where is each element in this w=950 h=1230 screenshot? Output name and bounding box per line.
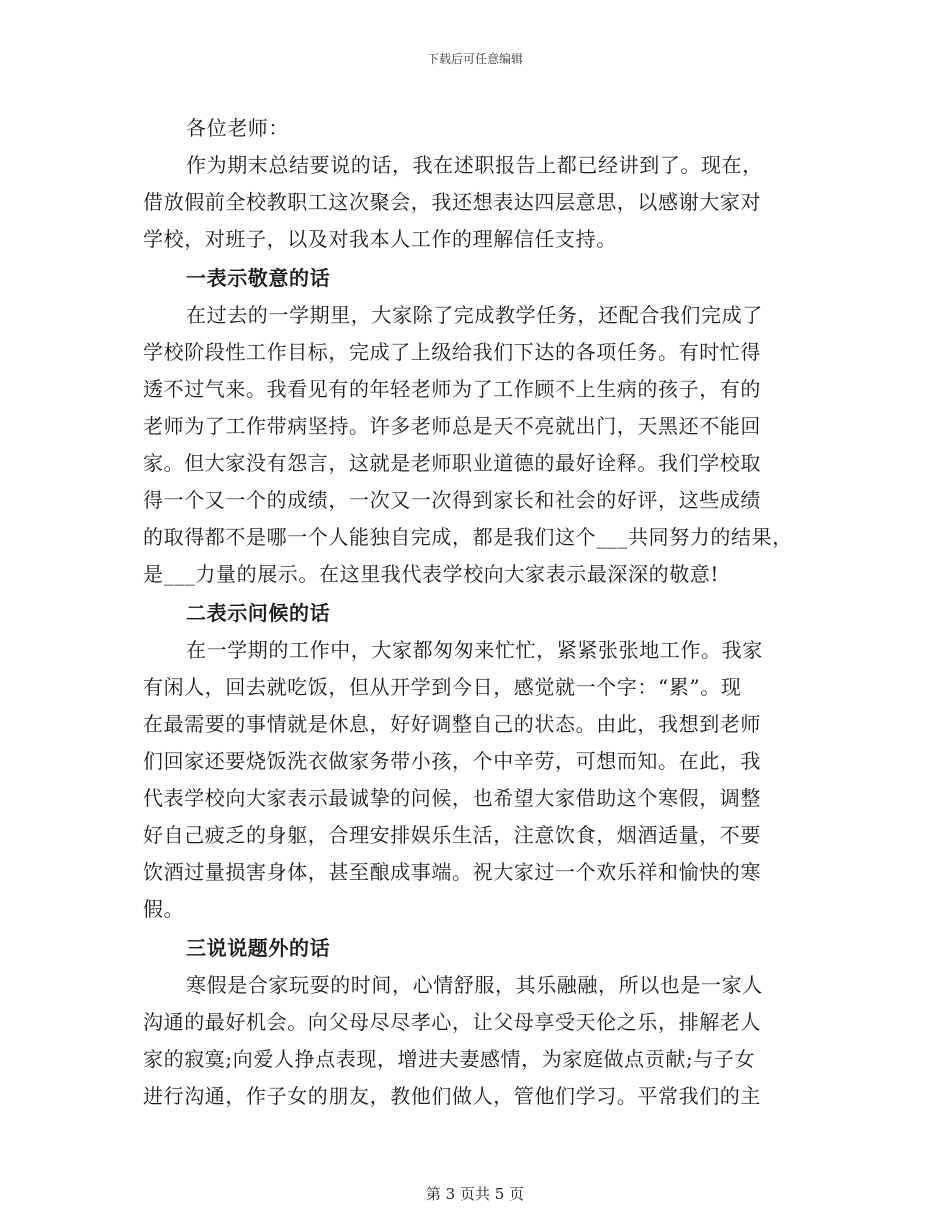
section-heading-2: 二表示问候的话	[186, 601, 331, 625]
paragraph-line: 家。但大家没有怨言，这就是老师职业道德的最好诠释。我们学校取	[143, 451, 761, 475]
paragraph-line: 得一个又一个的成绩，一次又一次得到家长和社会的好评，这些成绩	[143, 488, 761, 512]
paragraph-line: 是___力量的展示。在这里我代表学校向大家表示最深深的敬意!	[143, 562, 720, 586]
paragraph-line: 透不过气来。我看见有的年轻老师为了工作顾不上生病的孩子，有的	[143, 377, 761, 401]
paragraph-line: 沟通的最好机会。向父母尽尽孝心，让父母享受天伦之乐，排解老人	[143, 1010, 761, 1034]
paragraph-line: 在最需要的事情就是休息，好好调整自己的状态。由此，我想到老师	[143, 712, 761, 736]
paragraph-line: 老师为了工作带病坚持。许多老师总是天不亮就出门，天黑还不能回	[143, 414, 761, 438]
paragraph-line: 好自己疲乏的身躯，合理安排娱乐生活，注意饮食，烟酒适量，不要	[143, 823, 761, 847]
document-body	[143, 110, 803, 1115]
paragraph-line: 们回家还要烧饭洗衣做家务带小孩，个中辛劳，可想而知。在此，我	[143, 749, 761, 773]
paragraph-line: 有闲人，回去就吃饭，但从开学到今日，感觉就一个字：“累”。现	[143, 675, 742, 699]
paragraph-line: 进行沟通，作子女的朋友，教他们做人，管他们学习。平常我们的主	[143, 1084, 761, 1108]
paragraph-line: 代表学校向大家表示最诚挚的问候，也希望大家借助这个寒假，调整	[143, 786, 761, 810]
page-header: 下载后可任意编辑	[426, 52, 523, 66]
section-heading-3: 三说说题外的话	[186, 936, 331, 960]
paragraph-line: 在一学期的工作中，大家都匆匆来忙忙，紧紧张张地工作。我家	[186, 638, 763, 662]
paragraph-line: 作为期末总结要说的话，我在述职报告上都已经讲到了。现在，	[186, 153, 763, 177]
paragraph-line: 饮酒过量损害身体，甚至酿成事端。祝大家过一个欢乐祥和愉快的寒	[143, 860, 761, 884]
salutation: 各位老师：	[186, 116, 289, 140]
paragraph-line: 借放假前全校教职工这次聚会，我还想表达四层意思，以感谢大家对	[143, 190, 761, 214]
paragraph-line: 家的寂寞;向爱人挣点表现，增进夫妻感情，为家庭做点贡献;与子女	[143, 1047, 756, 1071]
paragraph-line: 假。	[143, 897, 185, 921]
paragraph-line: 的取得都不是哪一个人能独自完成，都是我们这个___共同努力的结果，	[143, 525, 793, 549]
paragraph-line: 学校阶段性工作目标，完成了上级给我们下达的各项任务。有时忙得	[143, 340, 761, 364]
page-footer: 第 3 页共 5 页	[425, 1185, 525, 1203]
section-heading-1: 一表示敬意的话	[186, 266, 331, 290]
paragraph-line: 寒假是合家玩耍的时间，心情舒服，其乐融融，所以也是一家人	[186, 973, 763, 997]
paragraph-line: 在过去的一学期里，大家除了完成教学任务，还配合我们完成了	[186, 303, 763, 327]
paragraph-line: 学校，对班子，以及对我本人工作的理解信任支持。	[143, 227, 617, 251]
